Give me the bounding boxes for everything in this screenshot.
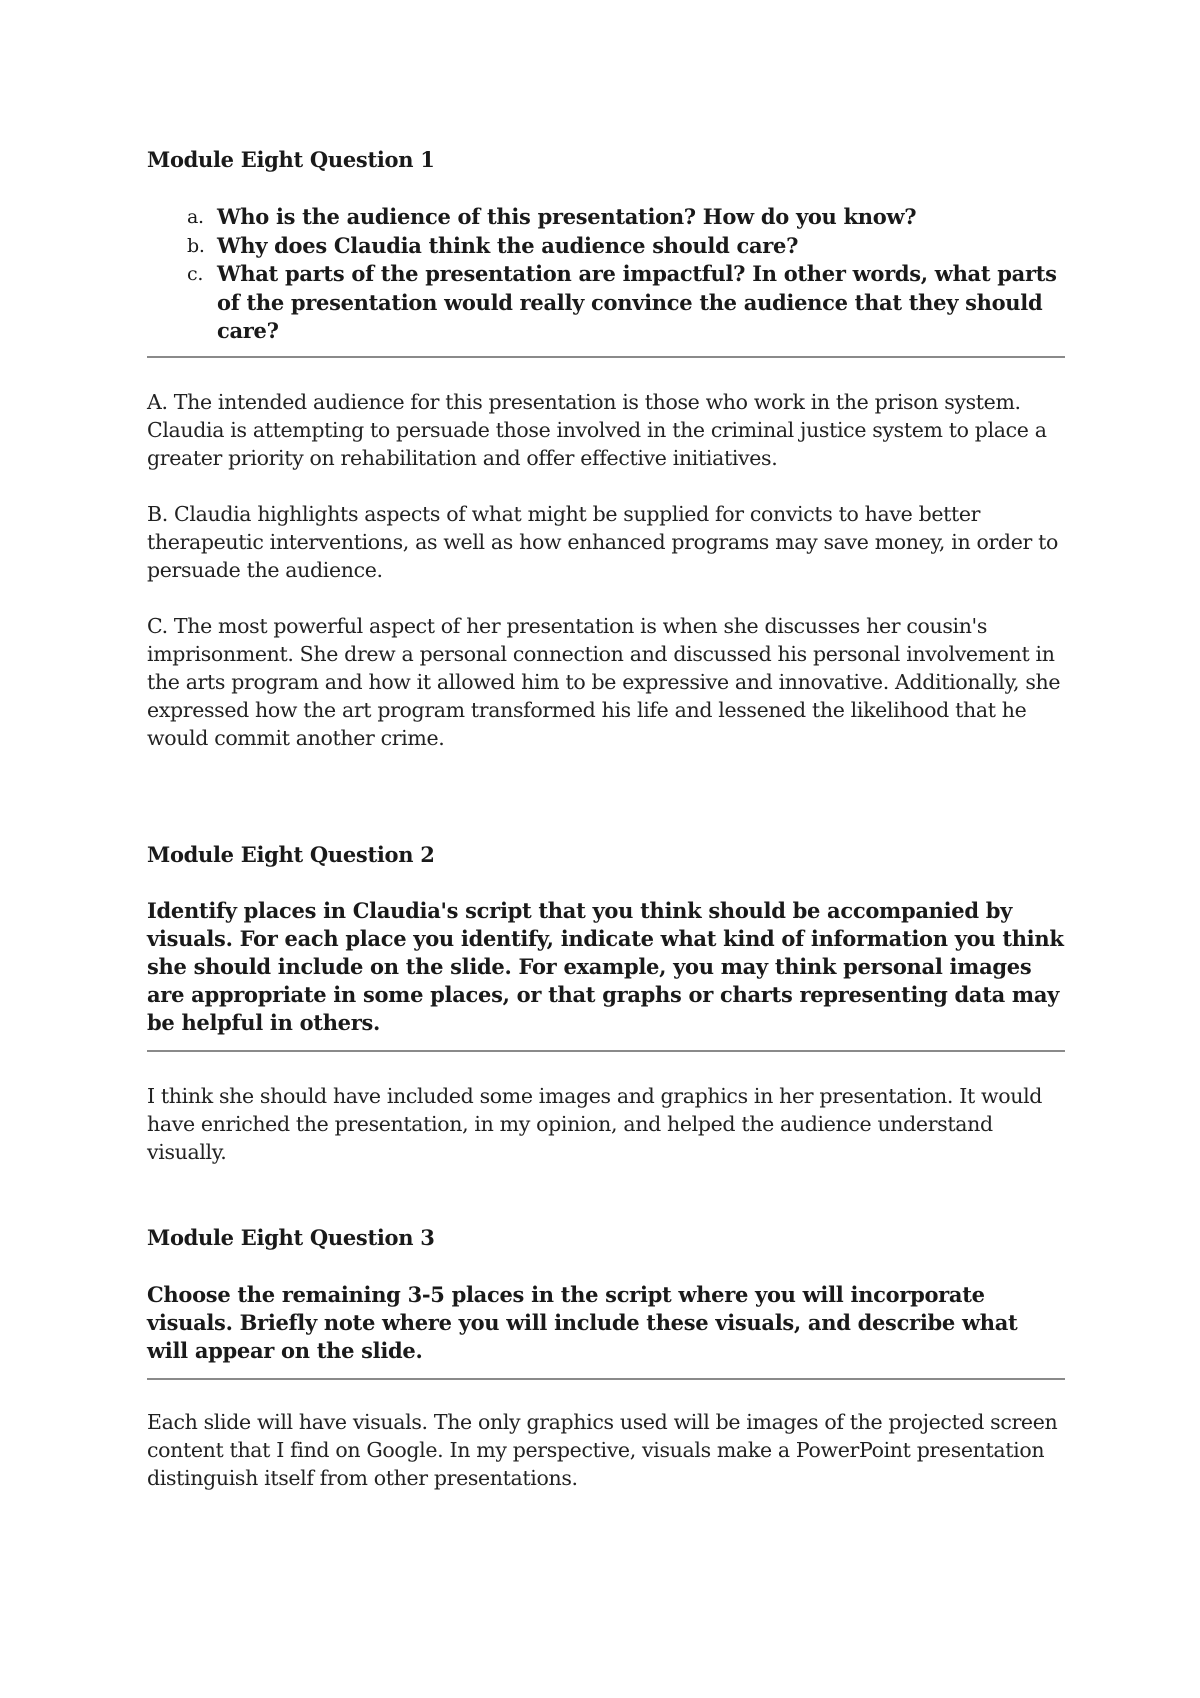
prompt-text: Why does Claudia think the audience should care?: [217, 232, 799, 258]
question-1-title: Module Eight Question 1: [147, 147, 435, 172]
question-3-prompt: Choose the remaining 3-5 places in the script where you will incorporate visuals. Briefly note where you will include these visuals, and describe what will appear on the slide.: [147, 1282, 1018, 1363]
question-3-answer: Each slide will have visuals. The only graphics used will be images of the projected screen content that I find on Google. In my perspective, visuals make a PowerPoint presentation distinguish itself from other presentations.: [147, 1410, 1058, 1490]
question-1-prompt-a: [147, 203, 1065, 232]
question-3-title: Module Eight Question 3: [147, 1225, 435, 1250]
answer-a: A. The intended audience for this presentation is those who work in the prison system. Claudia is attempting to persuade those involved in the criminal justice system to place a greater priority on rehabilitation and offer effective initiatives.: [147, 390, 1047, 470]
question-2-title: Module Eight Question 2: [147, 842, 435, 867]
prompt-text: Who is the audience of this presentation? How do you know?: [217, 204, 917, 229]
question-1-prompt-b: [147, 232, 1065, 261]
question-1-prompt-c: [147, 260, 1065, 346]
divider-rule: [147, 356, 1065, 358]
divider-rule: [147, 1050, 1065, 1052]
answer-b: B. Claudia highlights aspects of what might be supplied for convicts to have better therapeutic interventions, as well as how enhanced programs may save money, in order to persuade the audience.: [147, 502, 1058, 582]
question-2-prompt: Identify places in Claudia's script that you think should be accompanied by visuals. For each place you identify, indicate what kind of information you think she should include on the slide. For example, you may think personal images are appropriate in some places, or that graphs or charts representing data may be helpful in others.: [147, 898, 1064, 1035]
list-marker: b.: [187, 234, 205, 257]
question-1-prompts: [147, 203, 1065, 346]
question-1-answer: [147, 388, 1065, 752]
list-marker: a.: [187, 206, 204, 228]
prompt-text: What parts of the presentation are impactful? In other words, what parts of the presentation would really convince the audience that they should care?: [217, 261, 1057, 343]
divider-rule: [147, 1378, 1065, 1380]
list-marker: c.: [187, 263, 204, 285]
answer-c: C. The most powerful aspect of her presentation is when she discusses her cousin's imprisonment. She drew a personal connection and discussed his personal involvement in the arts program and how it allowed him to be expressive and innovative. Additionally, she expressed how the art program transformed his life and lessened the likelihood that he would commit another crime.: [147, 614, 1061, 750]
question-2-answer: I think she should have included some images and graphics in her presentation. It would have enriched the presentation, in my opinion, and helped the audience understand visually.: [147, 1084, 1043, 1164]
